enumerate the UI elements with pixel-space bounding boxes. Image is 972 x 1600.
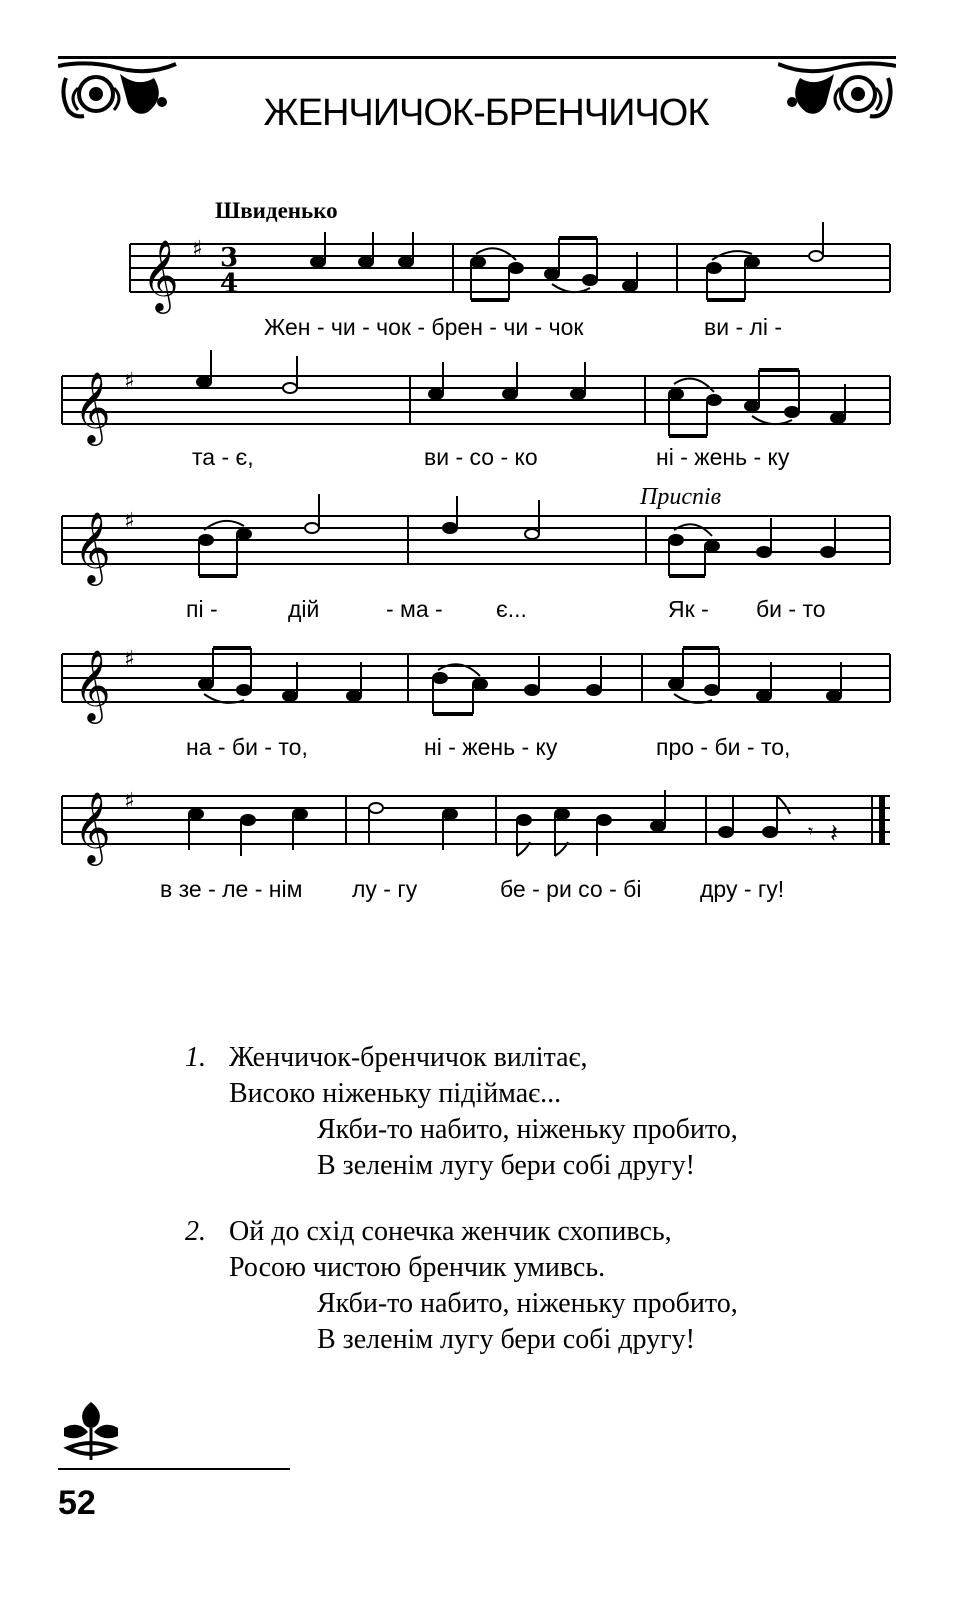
time-sig-bottom: 4 [220,269,239,299]
lyrics-line: ви - лі - [704,314,783,340]
lyrics-line: ні - жень - ку [424,734,558,760]
verse-number: 1. [185,1042,206,1073]
svg-text:𝄾: 𝄾 [808,819,814,843]
lyrics-line: - ма - [386,596,443,622]
lyrics-line: Жен - чи - чок - брен - чи - чок [264,314,584,340]
top-rule [58,56,896,59]
svg-text:𝄞: 𝄞 [74,370,111,443]
svg-text:♯: ♯ [124,369,135,394]
lyrics-line: пі - [186,596,218,622]
refrain-line: Якби-то набито, ніженьку пробито, [317,1288,738,1319]
lyrics-line: Як - [668,596,709,622]
svg-text:𝄞: 𝄞 [142,238,179,311]
svg-text:𝄞: 𝄞 [74,510,111,583]
lyrics-line: ні - жень - ку [656,444,790,470]
time-sig-top: 3 [220,243,239,273]
lyrics-line: ви - со - ко [424,444,538,470]
lyrics-line: в зе - ле - нім [160,876,303,902]
staff-4 [0,640,972,740]
lyrics-line: лу - гу [352,876,418,902]
lyrics-line: дру - гу! [700,876,785,902]
svg-text:𝄞: 𝄞 [74,790,111,863]
svg-text:𝄽: 𝄽 [830,819,838,849]
refrain-line: В зеленім лугу бери собі другу! [317,1324,695,1355]
verses [185,1040,738,1358]
lyrics-line: та - є, [192,444,254,470]
refrain-line: Якби-то набито, ніженьку пробито, [317,1114,738,1145]
lyrics-line: бе - ри со - бі [500,876,642,902]
verse-line: Високо ніженьку підіймає... [229,1078,562,1109]
svg-text:♯: ♯ [124,509,135,534]
svg-text:♯: ♯ [124,789,135,814]
lyrics-line: про - би - то, [656,734,791,760]
staff-1 [0,226,972,326]
lyrics-line: дій [288,596,320,622]
verse-line: 2. Ой до схід сонечка женчик схопивсь, [185,1214,738,1250]
svg-text:♯: ♯ [124,647,135,672]
lyrics-line: на - би - то, [186,734,308,760]
song-title: ЖЕНЧИЧОК-БРЕНЧИЧОК [263,92,709,134]
lyrics-line: би - то [756,596,826,622]
lyrics-line: є... [496,596,527,622]
verse-number: 2. [185,1216,206,1247]
verse-line: Росою чистою бренчик умивсь. [229,1252,606,1283]
refrain-label: Приспів [640,484,722,510]
bottom-rule [58,1468,290,1470]
page-number: 52 [58,1484,96,1522]
staff-3 [0,500,972,600]
svg-text:𝄞: 𝄞 [74,648,111,721]
tempo-marking: Швиденько [215,198,338,223]
staff-5 [0,780,972,880]
refrain-line: В зеленім лугу бери собі другу! [317,1150,695,1181]
ornament-bottom-icon [58,1398,124,1464]
svg-text:♯: ♯ [192,237,203,262]
verse-line: 1. Женчичок-бренчичок вилітає, [185,1040,738,1076]
